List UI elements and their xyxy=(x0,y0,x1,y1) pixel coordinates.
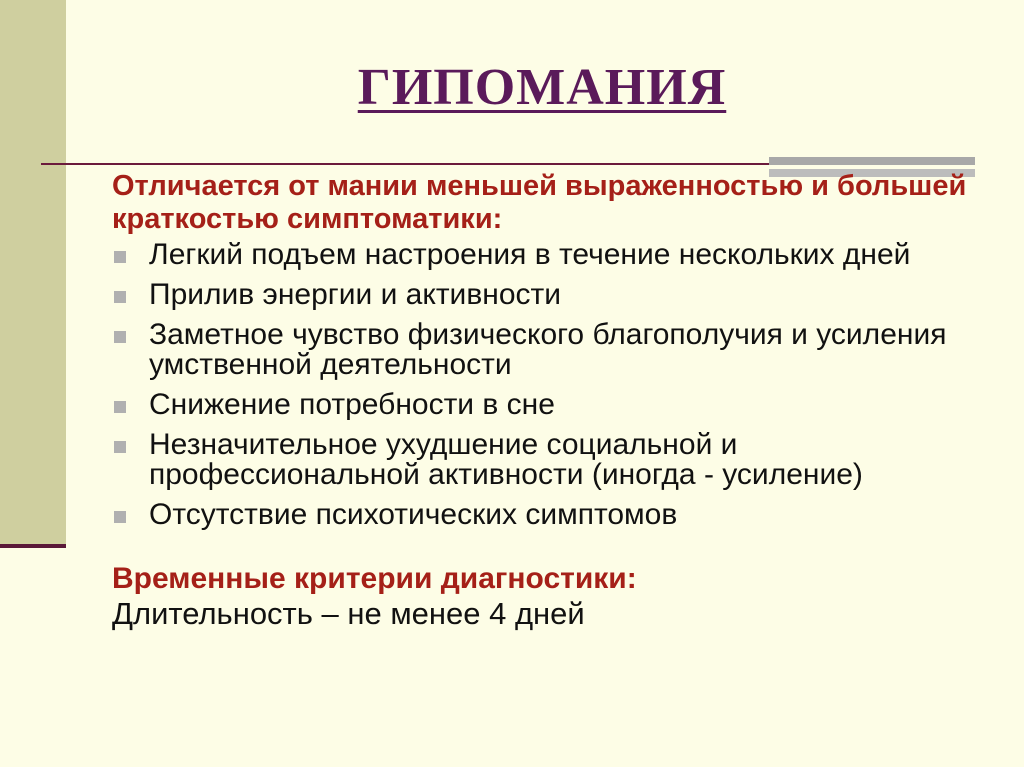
list-item xyxy=(112,280,992,310)
intro-text: Отличается от мании меньшей выраженностью и большей краткостью симптоматики: xyxy=(112,170,967,235)
list-item-text: Отсутствие психотических симптомов xyxy=(149,498,678,531)
list-item-text: Незначительное ухудшение социальной и профессиональной активности (иногда - усиление) xyxy=(149,428,863,491)
square-bullet-icon xyxy=(114,441,126,453)
symptom-list xyxy=(112,240,992,530)
side-band-underline xyxy=(0,544,66,548)
square-bullet-icon xyxy=(114,401,126,413)
accent-bar-top xyxy=(769,157,975,165)
list-item xyxy=(112,430,992,490)
slide-content xyxy=(112,170,992,632)
list-item xyxy=(112,390,992,420)
list-item-text: Снижение потребности в сне xyxy=(149,388,555,421)
criteria-heading: Временные критерии диагностики: xyxy=(112,562,637,595)
list-item-text: Заметное чувство физического благополучия и усиления умственной деятельности xyxy=(149,318,947,381)
title-divider xyxy=(41,163,801,165)
slide-title-text: ГИПОМАНИЯ xyxy=(357,59,727,116)
list-item-text: Прилив энергии и активности xyxy=(149,278,562,311)
square-bullet-icon xyxy=(114,331,126,343)
square-bullet-icon xyxy=(114,291,126,303)
square-bullet-icon xyxy=(114,511,126,523)
list-item xyxy=(112,320,992,380)
list-item-text: Легкий подъем настроения в течение нескольких дней xyxy=(149,238,911,271)
square-bullet-icon xyxy=(114,251,126,263)
slide-title xyxy=(0,58,1024,117)
list-item xyxy=(112,240,992,270)
list-item xyxy=(112,500,992,530)
criteria-duration: Длительность – не менее 4 дней xyxy=(112,596,585,631)
